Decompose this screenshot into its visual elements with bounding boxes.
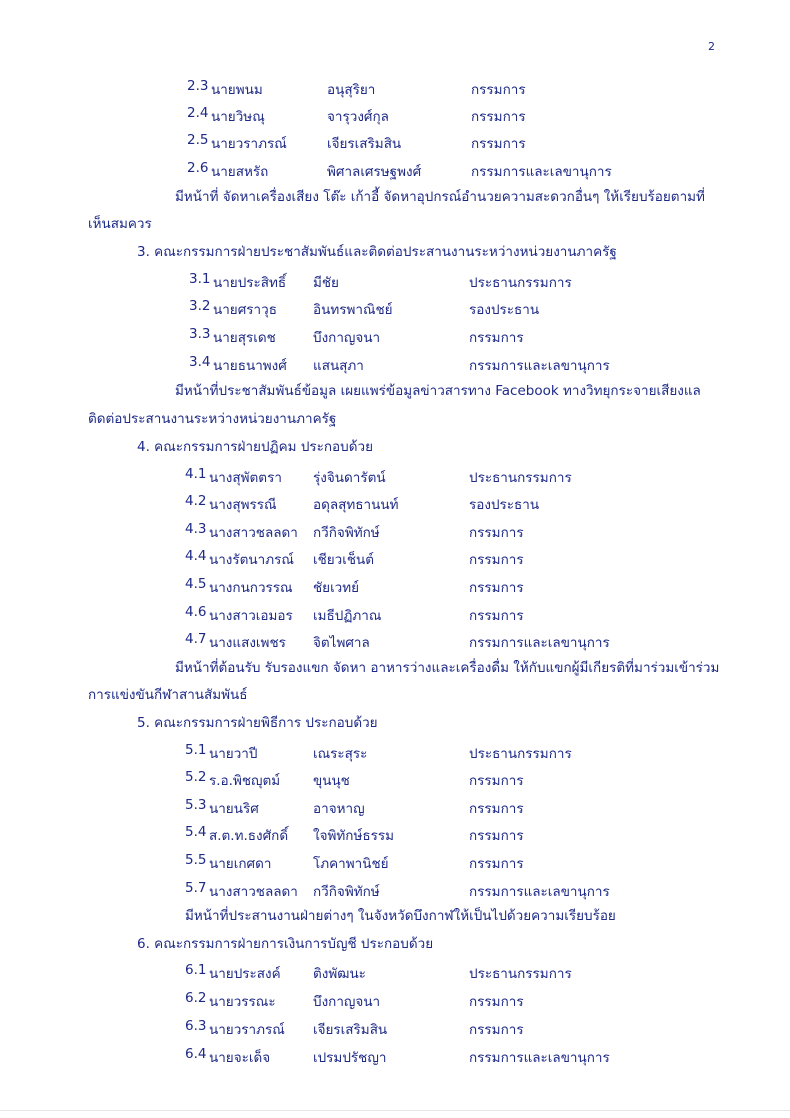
member-row <box>185 576 785 594</box>
member-row <box>185 1018 785 1036</box>
member-surname: กวีกิจพิทักษ์ <box>313 525 380 541</box>
member-number: 6.3 <box>185 1018 207 1034</box>
member-row <box>187 132 787 150</box>
member-row <box>185 962 785 980</box>
member-row <box>185 548 785 566</box>
member-row <box>185 631 785 649</box>
member-name: นางรัตนาภรณ์ <box>209 552 294 568</box>
member-number: 5.2 <box>185 769 207 785</box>
member-number: 4.6 <box>185 604 207 620</box>
member-number: 3.2 <box>189 298 211 314</box>
member-row <box>185 880 785 898</box>
member-name: นางสาวชลลดา <box>209 525 298 541</box>
member-role: กรรมการ <box>469 828 524 844</box>
member-name: นางสาวเอมอร <box>209 608 293 624</box>
member-number: 2.3 <box>187 78 209 94</box>
member-name: นายพนม <box>211 82 263 98</box>
section-4-heading: 4. คณะกรรมการฝ่ายปฏิคม ประกอบด้วย <box>137 439 373 455</box>
member-name: นายวาปี <box>209 746 258 762</box>
member-role: กรรมการ <box>469 994 524 1010</box>
member-surname: เมธีปฏิภาณ <box>313 608 382 624</box>
member-number: 5.1 <box>185 742 207 758</box>
member-number: 5.5 <box>185 852 207 868</box>
member-name: นายศราวุธ <box>213 302 277 318</box>
member-surname: ชัยเวทย์ <box>313 580 360 596</box>
member-name: นางสุพัตตรา <box>209 470 282 486</box>
member-role: กรรมการ <box>469 801 524 817</box>
member-role: กรรมการ <box>471 136 526 152</box>
section-5-duty: มีหน้าที่ประสานงานฝ่ายต่างๆ ในจังหวัดบึงกาฬให้เป็นไปด้วยความเรียบร้อย <box>185 908 616 924</box>
member-name: นายประสิทธิ์ <box>213 275 287 291</box>
member-number: 2.4 <box>187 105 209 121</box>
section-3-heading: 3. คณะกรรมการฝ่ายประชาสัมพันธ์และติดต่อประสานงานระหว่างหน่วยงานภาครัฐ <box>137 244 617 260</box>
member-row <box>187 105 787 123</box>
member-row <box>185 493 785 511</box>
member-name: นายวราภรณ์ <box>211 136 287 152</box>
member-row <box>185 1046 785 1064</box>
member-surname: แสนสุภา <box>313 358 364 374</box>
member-name: นายเกศดา <box>209 856 272 872</box>
member-number: 3.1 <box>189 271 211 287</box>
section-4-duty-cont: การแข่งขันกีฬาสานสัมพันธ์ <box>88 687 248 703</box>
member-row <box>185 521 785 539</box>
member-number: 4.1 <box>185 466 207 482</box>
member-number: 2.6 <box>187 160 209 176</box>
member-surname: เณระสุระ <box>313 746 368 762</box>
member-name: นายสุรเดช <box>213 330 276 346</box>
page-number: 2 <box>708 40 715 53</box>
member-number: 6.4 <box>185 1046 207 1062</box>
member-row <box>185 852 785 870</box>
member-row <box>189 326 789 344</box>
member-number: 6.1 <box>185 962 207 978</box>
member-surname: เชียวเช็นต์ <box>313 552 375 568</box>
member-number: 2.5 <box>187 132 209 148</box>
member-surname: โภคาพานิชย์ <box>313 856 389 872</box>
member-number: 6.2 <box>185 990 207 1006</box>
member-surname: จารุวงศ์กุล <box>327 109 389 125</box>
member-name: นางสุพรรณี <box>209 497 277 513</box>
member-role: กรรมการ <box>469 580 524 596</box>
member-row <box>187 78 787 96</box>
member-row <box>189 298 789 316</box>
page-bottom-edge <box>0 1110 790 1111</box>
member-surname: ติงพัฒนะ <box>313 966 366 982</box>
member-surname: บึงกาญจนา <box>313 994 381 1010</box>
member-role: ประธานกรรมการ <box>469 966 572 982</box>
member-surname: ใจพิทักษ์ธรรม <box>313 828 395 844</box>
member-surname: รุ่งจินดารัตน์ <box>313 470 386 486</box>
member-name: นายวรรณะ <box>209 994 276 1010</box>
member-row <box>185 466 785 484</box>
member-row <box>185 742 785 760</box>
member-role: กรรมการ <box>469 1022 524 1038</box>
member-row <box>187 160 787 178</box>
member-role: รองประธาน <box>469 497 540 513</box>
member-name: นางแสงเพชร <box>209 635 286 651</box>
member-surname: เจียรเสริมสิน <box>327 136 402 152</box>
member-role: รองประธาน <box>469 302 540 318</box>
member-row <box>189 354 789 372</box>
section-3-duty-cont: ติดต่อประสานงานระหว่างหน่วยงานภาครัฐ <box>88 411 337 427</box>
member-surname: พิศาลเศรษฐพงศ์ <box>327 164 422 180</box>
member-role: ประธานกรรมการ <box>469 746 572 762</box>
member-row <box>185 990 785 1008</box>
member-surname: อาจหาญ <box>313 801 365 817</box>
section-2-duty-cont: เห็นสมควร <box>88 216 152 232</box>
member-role: กรรมการ <box>469 552 524 568</box>
section-5-heading: 5. คณะกรรมการฝ่ายพิธีการ ประกอบด้วย <box>137 715 378 731</box>
member-surname: บึงกาญจนา <box>313 330 381 346</box>
section-6-heading: 6. คณะกรรมการฝ่ายการเงินการบัญชี ประกอบด้วย <box>137 936 434 952</box>
member-role: กรรมการและเลขานุการ <box>469 1050 610 1066</box>
member-role: ประธานกรรมการ <box>469 470 572 486</box>
member-name: นายนริศ <box>209 801 259 817</box>
member-name: นายวิษณุ <box>211 109 265 125</box>
member-role: กรรมการและเลขานุการ <box>469 635 610 651</box>
member-number: 5.3 <box>185 797 207 813</box>
member-row <box>185 824 785 842</box>
member-row <box>185 797 785 815</box>
member-role: กรรมการและเลขานุการ <box>471 164 612 180</box>
member-name: นายจะเด็จ <box>209 1050 271 1066</box>
member-name: ร.อ.พิชญุตม์ <box>209 773 281 789</box>
member-name: นายธนาพงศ์ <box>213 358 287 374</box>
member-name: นางสาวชลลดา <box>209 884 298 900</box>
member-role: กรรมการ <box>469 330 524 346</box>
member-number: 3.4 <box>189 354 211 370</box>
member-name: นายวราภรณ์ <box>209 1022 285 1038</box>
member-number: 5.4 <box>185 824 207 840</box>
section-2-duty: มีหน้าที่ จัดหาเครื่องเสียง โต๊ะ เก้าอี้ จัดหาอุปกรณ์อำนวยความสะดวกอื่นๆ ให้เรียบร้อยตามที่ <box>175 189 705 205</box>
member-surname: กวีกิจพิทักษ์ <box>313 884 380 900</box>
member-role: กรรมการ <box>469 608 524 624</box>
member-surname: เปรมปรัชญา <box>313 1050 387 1066</box>
member-role: กรรมการ <box>471 82 526 98</box>
member-surname: ขุนนุช <box>313 773 350 789</box>
member-surname: อินทรพาณิชย์ <box>313 302 393 318</box>
member-surname: อนุสุริยา <box>327 82 376 98</box>
member-surname: เจียรเสริมสิน <box>313 1022 388 1038</box>
member-name: นางกนกวรรณ <box>209 580 293 596</box>
member-role: กรรมการ <box>469 856 524 872</box>
member-role: กรรมการและเลขานุการ <box>469 358 610 374</box>
member-row <box>189 271 789 289</box>
member-number: 4.4 <box>185 548 207 564</box>
section-4-duty: มีหน้าที่ต้อนรับ รับรองแขก จัดหา อาหารว่างและเครื่องดื่ม ให้กับแขกผู้มีเกียรติที่มาร่วมเข้าร่วม <box>175 660 720 676</box>
member-role: กรรมการ <box>469 525 524 541</box>
member-name: นายประสงค์ <box>209 966 281 982</box>
member-row <box>185 769 785 787</box>
member-name: นายสหรัถ <box>211 164 269 180</box>
member-surname: มีชัย <box>313 275 339 291</box>
member-number: 4.3 <box>185 521 207 537</box>
member-role: กรรมการและเลขานุการ <box>469 884 610 900</box>
member-surname: จิตไพศาล <box>313 635 370 651</box>
member-role: กรรมการ <box>469 773 524 789</box>
member-number: 4.2 <box>185 493 207 509</box>
member-number: 3.3 <box>189 326 211 342</box>
member-number: 4.5 <box>185 576 207 592</box>
member-number: 4.7 <box>185 631 207 647</box>
member-role: กรรมการ <box>471 109 526 125</box>
member-surname: อดุลสุทธานนท์ <box>313 497 399 513</box>
section-3-duty: มีหน้าที่ประชาสัมพันธ์ข้อมูล เผยแพร่ข้อมูลข่าวสารทาง Facebook ทางวิทยุกระจายเสียงแล <box>175 383 701 399</box>
member-number: 5.7 <box>185 880 207 896</box>
member-row <box>185 604 785 622</box>
member-name: ส.ต.ท.ธงศักดิ์ <box>209 828 289 844</box>
member-role: ประธานกรรมการ <box>469 275 572 291</box>
